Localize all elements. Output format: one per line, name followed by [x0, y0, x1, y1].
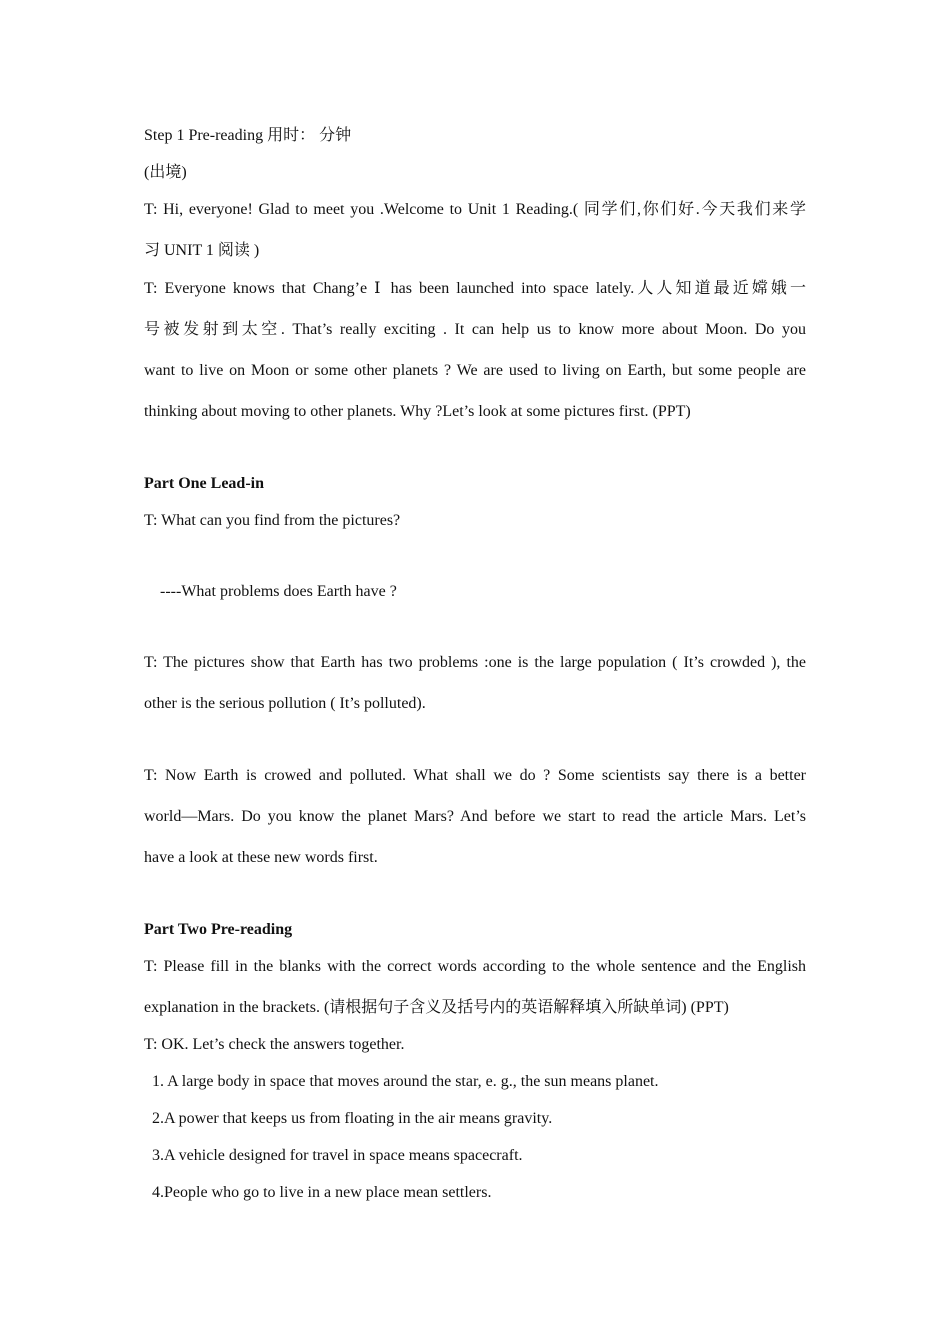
intro-line: 习 UNIT 1 阅读 )	[144, 242, 260, 259]
question-line: ----What problems does Earth have ?	[160, 583, 397, 600]
paragraph-line: other is the serious pollution ( It’s polluted).	[144, 695, 426, 712]
list-item: 2.A power that keeps us from floating in the air means gravity.	[152, 1110, 553, 1127]
section-heading-lead-in: Part One Lead-in	[144, 475, 264, 492]
paragraph-line: have a look at these new words first.	[144, 849, 378, 866]
paragraph-line: T: Now Earth is crowed and polluted. What shall we do ? Some scientists say there is a better	[144, 767, 806, 784]
intro-line: T: Hi, everyone! Glad to meet you .Welcome to Unit 1 Reading.( 同学们,你们好.今天我们来学	[144, 201, 806, 218]
list-item: 4.People who go to live in a new place mean settlers.	[152, 1184, 492, 1201]
intro-line: 号被发射到太空. That’s really exciting . It can help us to know more about Moon. Do you	[144, 321, 806, 338]
paragraph-line: explanation in the brackets. (请根据句子含义及括号内的英语解释填入所缺单词) (PPT)	[144, 999, 729, 1016]
intro-line: T: Everyone knows that Chang’e Ⅰ has been launched into space lately.人人知道最近嫦娥一	[144, 280, 806, 297]
section-heading-pre-reading: Part Two Pre-reading	[144, 921, 293, 938]
check-line: T: OK. Let’s check the answers together.	[144, 1036, 405, 1053]
paragraph-line: world—Mars. Do you know the planet Mars? And before we start to read the article Mars. Let’s	[144, 808, 806, 825]
question-line: T: What can you find from the pictures?	[144, 512, 401, 529]
scene-note: (出境)	[144, 164, 187, 181]
paragraph-line: T: The pictures show that Earth has two problems :one is the large population ( It’s crowded ), the	[144, 654, 806, 671]
paragraph-line: T: Please fill in the blanks with the correct words according to the whole sentence and the English	[144, 958, 806, 975]
step-heading: Step 1 Pre-reading 用时： 分钟	[144, 127, 352, 144]
list-item: 1. A large body in space that moves around the star, e. g., the sun means planet.	[152, 1073, 659, 1090]
intro-line: thinking about moving to other planets. Why ?Let’s look at some pictures first. (PPT)	[144, 403, 691, 420]
intro-line: want to live on Moon or some other planets ? We are used to living on Earth, but some people are	[144, 362, 806, 379]
list-item: 3.A vehicle designed for travel in space means spacecraft.	[152, 1147, 523, 1164]
